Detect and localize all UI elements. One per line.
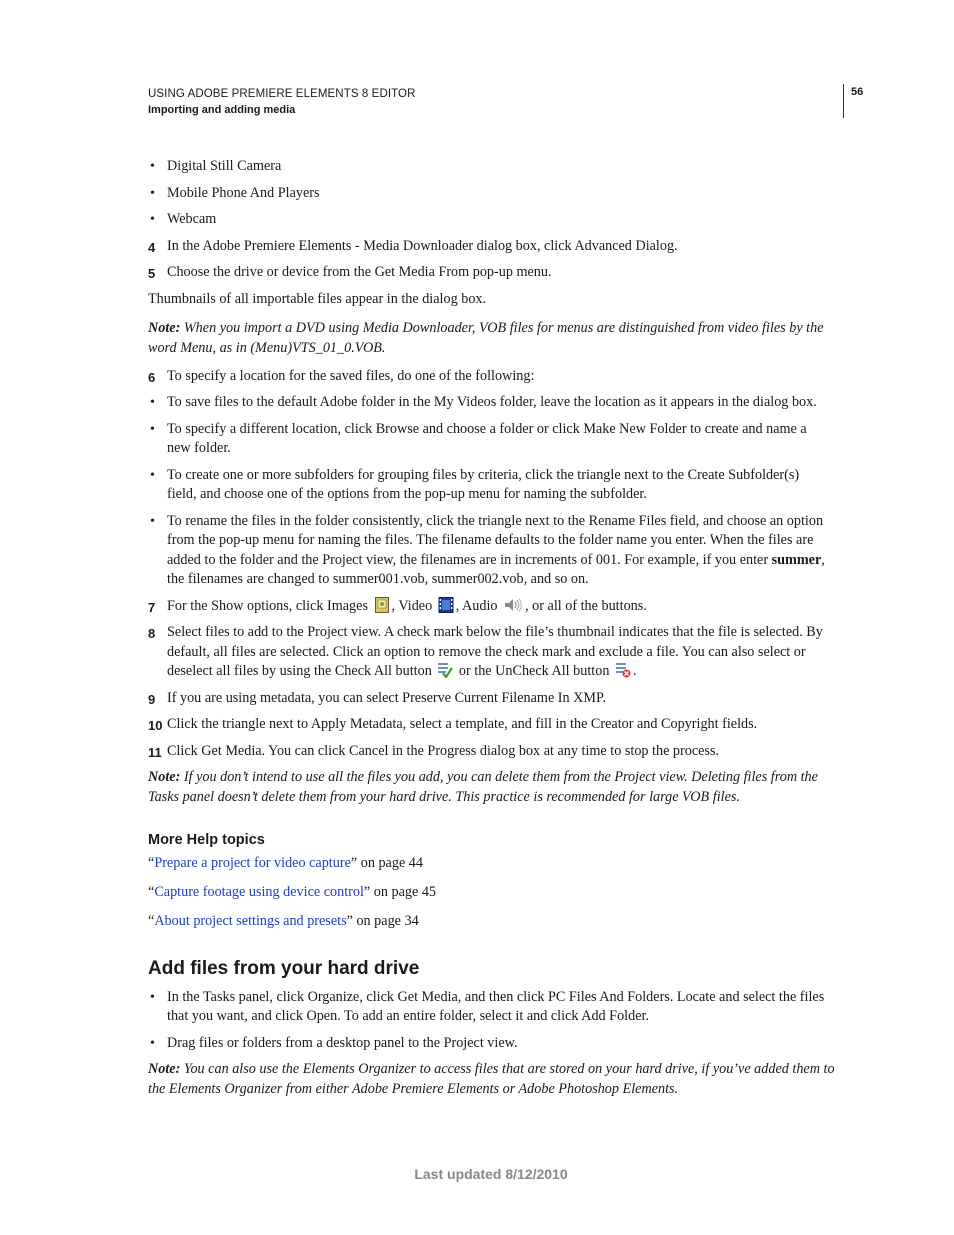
text-run: , xyxy=(821,552,825,568)
text-run: deselect all files by using the Check All button xyxy=(167,663,432,679)
step-number: 5 xyxy=(148,266,156,281)
step-number: 9 xyxy=(148,692,156,707)
step-text-continued xyxy=(167,662,637,682)
step-number: 7 xyxy=(148,600,156,615)
bullet-marker: • xyxy=(150,159,155,174)
text-run: , Audio xyxy=(455,598,498,614)
list-item: To specify a different location, click Browse and choose a folder or click Make New Folder to create and name a xyxy=(167,421,807,437)
note-text: When you import a DVD using Media Downloader, VOB files for menus are distinguished from video files by the xyxy=(183,320,824,336)
step-text: Click the triangle next to Apply Metadata, select a template, and fill in the Creator and Copyright fields. xyxy=(167,716,758,732)
page-footer: Last updated 8/12/2010 xyxy=(414,1166,568,1182)
help-topic xyxy=(148,912,419,932)
check-all-icon xyxy=(437,662,453,678)
list-item-continued: that you want, and click Open. To add an entire folder, select it and click Add Folder. xyxy=(167,1008,649,1024)
note-line: the Elements Organizer from either Adobe Premiere Elements or Adobe Photoshop Elements. xyxy=(148,1081,679,1097)
step-text: To specify a location for the saved files, do one of the following: xyxy=(167,368,535,384)
header-divider xyxy=(843,84,844,118)
bullet-marker: • xyxy=(150,395,155,410)
running-header-title: USING ADOBE PREMIERE ELEMENTS 8 EDITOR xyxy=(148,88,416,100)
step-text: Click Get Media. You can click Cancel in the Progress dialog box at any time to stop the process. xyxy=(167,743,720,759)
list-item: Webcam xyxy=(167,211,217,227)
step-number: 4 xyxy=(148,240,156,255)
step-text xyxy=(167,597,647,617)
step-text: In the Adobe Premiere Elements - Media Downloader dialog box, click Advanced Dialog. xyxy=(167,238,678,254)
step-number: 8 xyxy=(148,626,156,641)
images-icon xyxy=(374,597,390,613)
note-line: Tasks panel doesn’t delete them from your hard drive. This practice is recommended for large VOB files. xyxy=(148,789,740,805)
quote-open: “ xyxy=(148,855,155,871)
help-link-device-control[interactable]: Capture footage using device control xyxy=(154,884,364,900)
audio-icon xyxy=(503,597,523,613)
bullet-marker: • xyxy=(150,186,155,201)
page-ref: ” on page 34 xyxy=(346,913,419,929)
step-number: 6 xyxy=(148,370,156,385)
bullet-marker: • xyxy=(150,422,155,437)
list-item: Mobile Phone And Players xyxy=(167,185,320,201)
note-line xyxy=(148,768,818,788)
quote-open: “ xyxy=(148,884,155,900)
step-text: Choose the drive or device from the Get Media From pop-up menu. xyxy=(167,264,552,280)
list-item: To save files to the default Adobe folder in the My Videos folder, leave the location as it appears in the dialog box. xyxy=(167,394,817,410)
step-text: Select files to add to the Project view. A check mark below the file’s thumbnail indicates that the file is selected. By xyxy=(167,624,823,640)
list-item-continued: field, and choose one of the options from the pop-up menu for naming the subfolder. xyxy=(167,486,647,502)
page-ref: ” on page 45 xyxy=(363,884,437,900)
text-run: added to the folder and the Project view, the filenames are in increments of 001. For example, if you enter xyxy=(167,552,772,568)
page-number: 56 xyxy=(851,86,864,98)
list-item: In the Tasks panel, click Organize, click Get Media, and then click PC Files And Folders. Locate and select the files xyxy=(167,989,825,1005)
note-text: If you don’t intend to use all the files you add, you can delete them from the Project view. Deleting files from the xyxy=(183,769,818,785)
bullet-marker: • xyxy=(150,212,155,227)
note-text: You can also use the Elements Organizer to access files that are stored on your hard drive, if you’ve added them to xyxy=(183,1061,835,1077)
bullet-marker: • xyxy=(150,990,155,1005)
note-label: Note: xyxy=(148,320,181,336)
list-item-continued: from the pop-up menu for naming the files. The filename defaults to the folder name you enter. When the files are xyxy=(167,532,814,548)
list-item-continued: the filenames are changed to summer001.vob, summer002.vob, and so on. xyxy=(167,571,589,587)
help-link-video-capture[interactable]: Prepare a project for video capture xyxy=(154,855,351,871)
text-run: or the UnCheck All button xyxy=(458,663,610,679)
bullet-marker: • xyxy=(150,1036,155,1051)
paragraph: Thumbnails of all importable files appear in the dialog box. xyxy=(148,291,487,307)
step-number: 10 xyxy=(148,718,163,733)
list-item-continued: new folder. xyxy=(167,440,231,456)
bullet-marker: • xyxy=(150,468,155,483)
video-icon xyxy=(438,597,454,613)
help-link-project-settings[interactable]: About project settings and presets xyxy=(154,913,347,929)
step-text-continued: default, all files are selected. Click an option to remove the check mark and exclude a file. You can also select or xyxy=(167,644,806,660)
quote-open: “ xyxy=(148,913,155,929)
bullet-marker: • xyxy=(150,514,155,529)
list-item-continued xyxy=(167,551,825,571)
list-item: To rename the files in the folder consistently, click the triangle next to the Rename Files field, and choose an option xyxy=(167,513,824,529)
note-line: word Menu, as in (Menu)VTS_01_0.VOB. xyxy=(148,340,386,356)
running-header-section: Importing and adding media xyxy=(148,104,296,116)
example-keyword: summer xyxy=(771,552,822,568)
help-topic xyxy=(148,854,423,874)
note-line xyxy=(148,319,824,339)
step-text: If you are using metadata, you can select Preserve Current Filename In XMP. xyxy=(167,690,606,706)
list-item: Drag files or folders from a desktop panel to the Project view. xyxy=(167,1035,518,1051)
page-ref: ” on page 44 xyxy=(350,855,423,871)
text-run: . xyxy=(632,663,637,679)
note-label: Note: xyxy=(148,769,181,785)
more-help-heading: More Help topics xyxy=(148,832,265,848)
list-item: To create one or more subfolders for grouping files by criteria, click the triangle next to the Create Subfolder(s) xyxy=(167,467,800,483)
list-item: Digital Still Camera xyxy=(167,158,282,174)
section-heading: Add files from your hard drive xyxy=(148,958,420,979)
help-topic xyxy=(148,883,436,903)
text-run: , or all of the buttons. xyxy=(525,598,647,614)
text-run: For the Show options, click Images xyxy=(167,598,368,614)
text-run: , Video xyxy=(391,598,433,614)
step-number: 11 xyxy=(148,745,162,760)
uncheck-all-icon xyxy=(615,662,631,678)
note-line xyxy=(148,1060,835,1080)
note-label: Note: xyxy=(148,1061,181,1077)
